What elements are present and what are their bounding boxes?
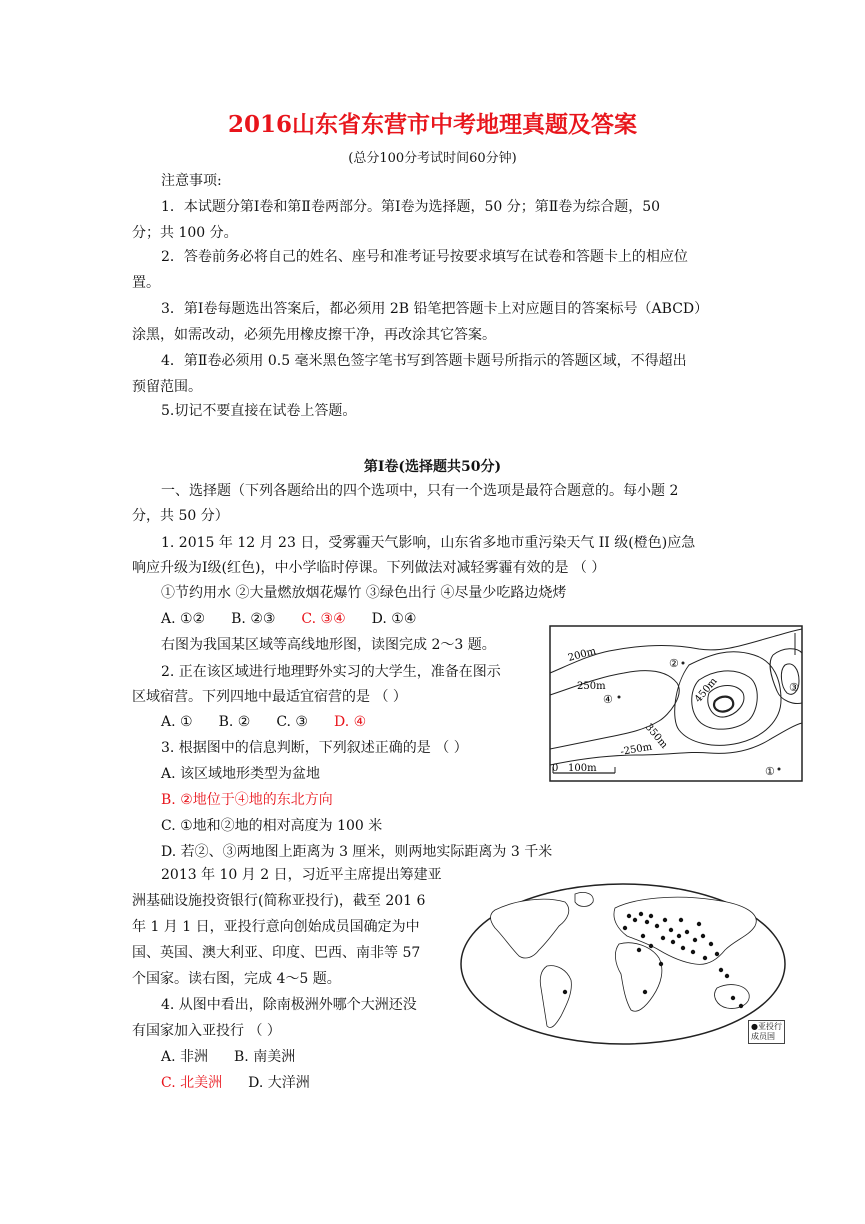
option-b: B. 南美洲 xyxy=(234,1049,296,1065)
q4-stem: 有国家加入亚投行 （ ） xyxy=(132,1023,281,1039)
notice-item: 3．第Ⅰ卷每题选出答案后，都必须用 2B 铅笔把答题卡上对应题目的答案标号（ABCD） xyxy=(161,301,709,317)
world-map-legend xyxy=(748,1020,785,1044)
legend-line: ●亚投行 xyxy=(751,1022,782,1031)
option-a: A. 非洲 xyxy=(161,1049,209,1065)
option-c: C. ③ xyxy=(276,714,308,730)
notice-item: 分；共 100 分。 xyxy=(132,225,238,241)
q1-stem: 1. 2015 年 12 月 23 日，受雾霾天气影响，山东省多地市重污染天气 II 级(橙色)应急 xyxy=(161,535,696,551)
scale-100m: 100m xyxy=(568,763,597,774)
intro-2-3: 右图为我国某区域等高线地形图，读图完成 2～3 题。 xyxy=(161,637,496,653)
notice-item: 涂黑，如需改动，必须先用橡皮擦干净，再改涂其它答案。 xyxy=(132,327,496,343)
point-1: ① xyxy=(765,765,775,778)
intro-4-5: 个国家。读右图，完成 4～5 题。 xyxy=(132,971,341,987)
contour-label-350m: 350m xyxy=(642,721,670,751)
notice-item: 置。 xyxy=(132,275,160,291)
option-d-answer: D. ④ xyxy=(333,714,367,730)
q3-option-a: A. 该区域地形类型为盆地 xyxy=(161,766,321,782)
section-intro: 分，共 50 分） xyxy=(132,508,229,524)
intro-4-5: 国、英国、澳大利亚、印度、巴西、南非等 57 xyxy=(132,945,421,961)
option-a: A. ① xyxy=(161,714,193,730)
q3-stem: 3. 根据图中的信息判断，下列叙述正确的是 （ ） xyxy=(161,740,468,756)
section-intro: 一、选择题（下列各题给出的四个选项中，只有一个选项是最符合题意的。每小题 2 xyxy=(161,483,679,499)
q2-stem: 2. 正在该区域进行地理野外实习的大学生，准备在图示 xyxy=(161,664,501,680)
contour-label-neg250m: -250m xyxy=(619,741,653,758)
point-2: ② xyxy=(669,657,679,670)
q1-options xyxy=(161,606,442,632)
point-4: ④ xyxy=(603,693,613,706)
contour-label-450m: 450m xyxy=(692,675,720,705)
option-d: D. 大洋洲 xyxy=(248,1075,310,1091)
q3-option-c: C. ①地和②地的相对高度为 100 米 xyxy=(161,818,383,834)
option-c-answer: C. 北美洲 xyxy=(161,1075,223,1091)
intro-4-5: 年 1 月 1 日，亚投行意向创始成员国确定为中 xyxy=(132,919,420,935)
q3-option-b-answer: B. ②地位于④地的东北方向 xyxy=(161,792,333,808)
section-heading: 第Ⅰ卷(选择题共50分) xyxy=(363,459,502,475)
contour-label-250m: 250m xyxy=(577,681,606,692)
q2-stem: 区域宿营。下列四地中最适宜宿营的是 （ ） xyxy=(132,689,407,705)
q4-options xyxy=(161,1070,336,1096)
q4-options xyxy=(161,1044,321,1070)
notice-item: 2．答卷前务必将自己的姓名、座号和准考证号按要求填写在试卷和答题卡上的相应位 xyxy=(161,249,688,265)
notice-item: 5.切记不要直接在试卷上答题。 xyxy=(161,403,357,419)
point-3: ③ xyxy=(789,681,799,694)
contour-label-200m: 200m xyxy=(566,645,598,664)
notice-item: 1．本试题分第Ⅰ卷和第Ⅱ卷两部分。第Ⅰ卷为选择题，50 分；第Ⅱ卷为综合题，50 xyxy=(161,199,661,215)
option-b: B. ② xyxy=(218,714,251,730)
world-map xyxy=(455,880,795,1050)
q1-choices: ①节约用水 ②大量燃放烟花爆竹 ③绿色出行 ④尽量少吃路边烧烤 xyxy=(161,585,567,601)
q4-stem: 4. 从图中看出，除南极洲外哪个大洲还没 xyxy=(161,997,417,1013)
option-b: B. ②③ xyxy=(231,611,276,627)
notice-item: 4．第Ⅱ卷必须用 0.5 毫米黑色签字笔书写到答题卡题号所指示的答题区域，不得超出 xyxy=(161,353,687,369)
notice-item: 预留范围。 xyxy=(132,379,202,395)
legend-line: 成员国 xyxy=(751,1032,775,1041)
q3-option-d: D. 若②、③两地图上距离为 3 厘米，则两地实际距离为 3 千米 xyxy=(161,844,553,860)
q2-options xyxy=(161,709,392,735)
page-title: 2016山东省东营市中考地理真题及答案 xyxy=(227,111,637,138)
option-a: A. ①② xyxy=(161,611,206,627)
contour-map xyxy=(549,625,803,782)
intro-4-5: 2013 年 10 月 2 日，习近平主席提出筹建亚 xyxy=(161,867,442,883)
option-d: D. ①④ xyxy=(371,611,417,627)
notice-heading: 注意事项: xyxy=(161,173,222,189)
option-c-answer: C. ③④ xyxy=(301,611,346,627)
q1-stem: 响应升级为Ⅰ级(红色)，中小学临时停课。下列做法对减轻雾霾有效的是 （ ） xyxy=(132,560,606,576)
page-subtitle: (总分100分考试时间60分钟) xyxy=(348,151,517,166)
intro-4-5: 洲基础设施投资银行(简称亚投行)，截至 201 6 xyxy=(132,893,426,909)
scale-zero: 0 xyxy=(552,763,559,774)
